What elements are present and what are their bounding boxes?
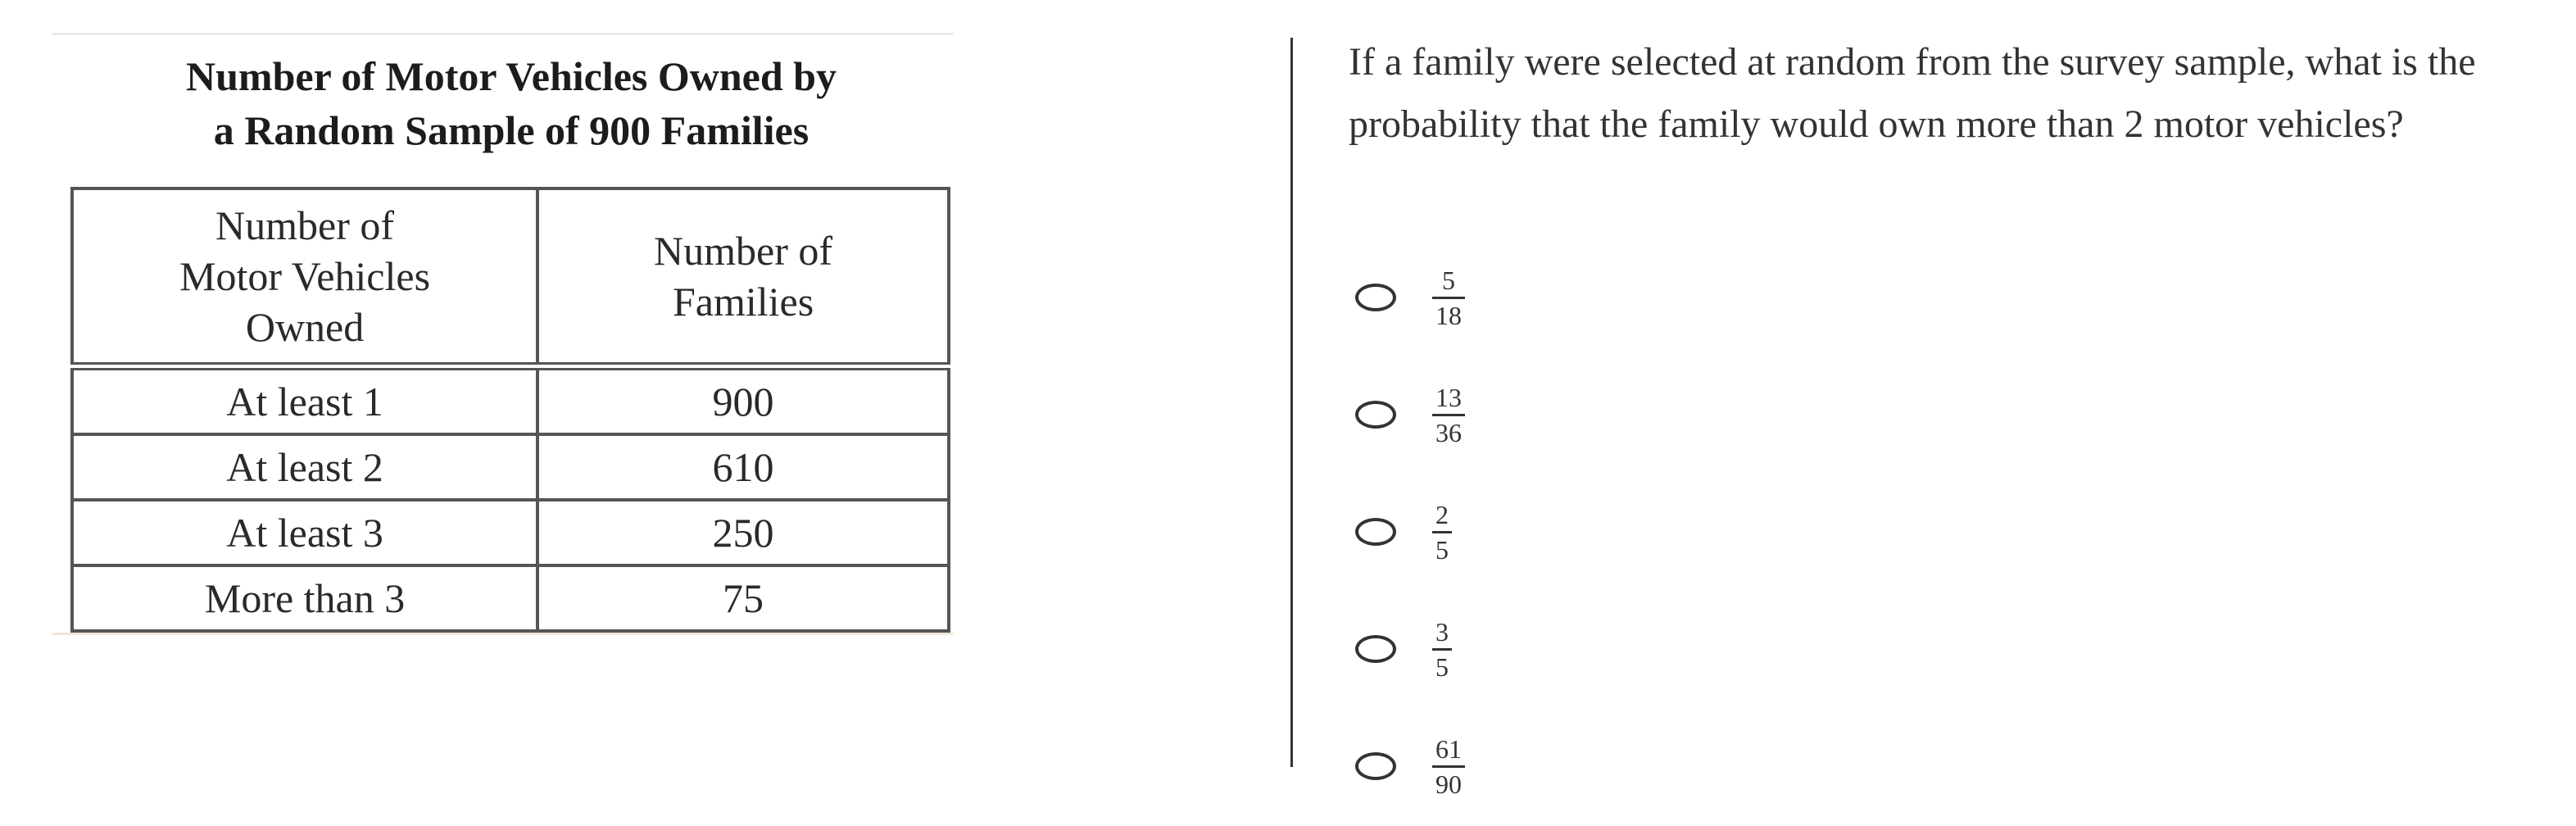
choice-fraction: [1432, 265, 1465, 331]
fraction-numerator: 61: [1435, 733, 1462, 764]
panel-divider: [1290, 38, 1293, 767]
table-title: [52, 49, 970, 157]
row-value: 75: [537, 565, 949, 631]
table-title-line-1: Number of Motor Vehicles Owned by: [186, 53, 837, 99]
choice-fraction: [1432, 616, 1452, 683]
table-title-line-2: a Random Sample of 900 Families: [213, 107, 810, 153]
fraction-numerator: 3: [1435, 616, 1449, 647]
row-value: 610: [537, 434, 949, 500]
fraction-denominator: 36: [1435, 417, 1462, 447]
header-vehicles-owned: Number of Motor Vehicles Owned: [72, 188, 537, 366]
fraction-denominator: 5: [1435, 651, 1449, 682]
fraction-bar: [1432, 765, 1465, 768]
table-row: [72, 565, 949, 631]
row-label: At least 1: [72, 366, 537, 434]
fraction-denominator: 5: [1435, 534, 1449, 565]
vehicles-table: [70, 187, 950, 633]
choice-d[interactable]: [1349, 612, 1452, 686]
row-value: 250: [537, 500, 949, 565]
fraction-bar: [1432, 531, 1452, 533]
fraction-numerator: 2: [1435, 499, 1449, 529]
question-text: If a family were selected at random from the survey sample, what is the probability that the family would own more than 2 motor vehicles?: [1349, 40, 2476, 146]
choice-a[interactable]: [1349, 261, 1465, 334]
top-rule: [52, 33, 954, 35]
choice-e[interactable]: [1349, 729, 1465, 803]
bottom-rule: [52, 633, 954, 635]
row-value: 900: [537, 366, 949, 434]
fraction-bar: [1432, 648, 1452, 651]
choice-fraction: [1432, 499, 1452, 565]
radio-button-icon[interactable]: [1355, 401, 1396, 429]
table-header-row: [72, 188, 949, 366]
choice-b[interactable]: [1349, 378, 1465, 452]
choice-c[interactable]: [1349, 495, 1452, 569]
row-label: At least 2: [72, 434, 537, 500]
table-row: [72, 434, 949, 500]
row-label: More than 3: [72, 565, 537, 631]
fraction-bar: [1432, 414, 1465, 416]
row-label: At least 3: [72, 500, 537, 565]
table-row: [72, 366, 949, 434]
choice-fraction: [1432, 733, 1465, 800]
header-number-of-families: Number of Families: [537, 188, 949, 366]
radio-button-icon[interactable]: [1355, 518, 1396, 546]
fraction-denominator: 18: [1435, 300, 1462, 330]
table-figure: [52, 33, 954, 639]
fraction-numerator: 5: [1442, 265, 1455, 295]
choice-fraction: [1432, 382, 1465, 448]
radio-button-icon[interactable]: [1355, 635, 1396, 663]
fraction-bar: [1432, 297, 1465, 299]
radio-button-icon[interactable]: [1355, 752, 1396, 780]
radio-button-icon[interactable]: [1355, 284, 1396, 311]
fraction-numerator: 13: [1435, 382, 1462, 412]
table-row: [72, 500, 949, 565]
fraction-denominator: 90: [1435, 769, 1462, 799]
